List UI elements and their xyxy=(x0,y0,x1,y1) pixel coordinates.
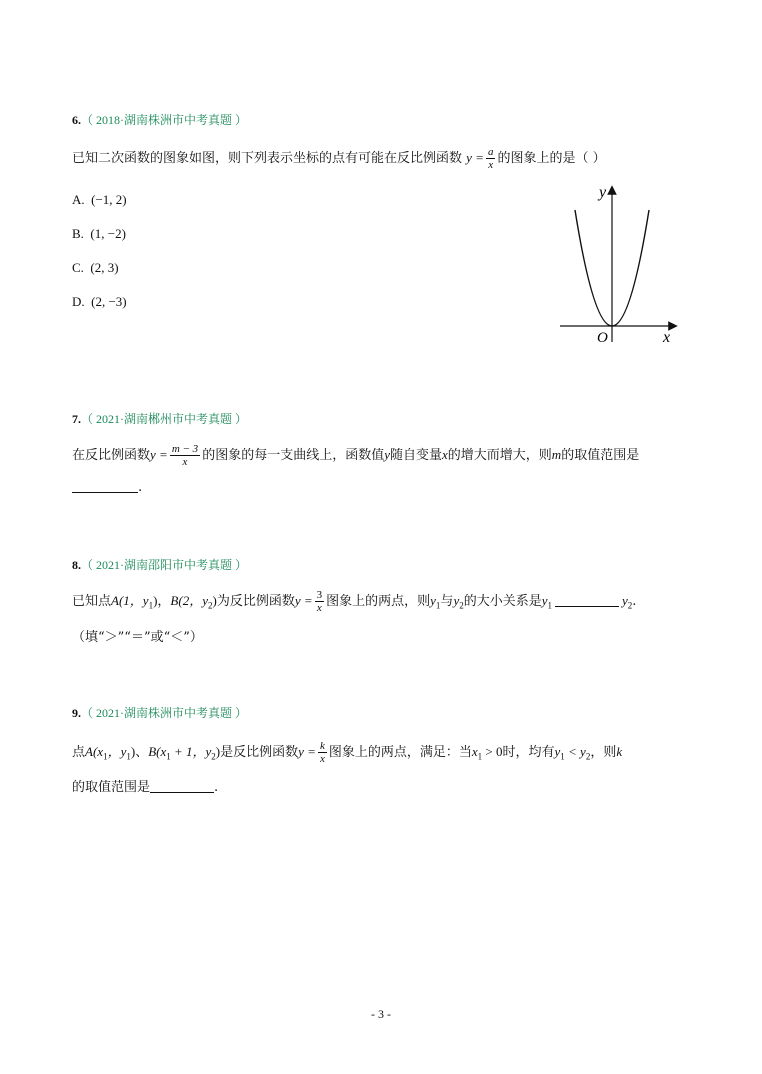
q6-fraction xyxy=(486,146,496,171)
q6-option-a[interactable] xyxy=(72,192,127,208)
q8-point-b: B(2，y xyxy=(170,593,208,608)
q7-frac-num: m − 3 xyxy=(171,443,199,455)
q8-sub: 2 xyxy=(207,600,213,611)
q6-func-lhs: y = xyxy=(466,150,484,165)
q6-option-b[interactable] xyxy=(72,226,126,242)
option-label: A. xyxy=(72,192,85,207)
q6-number: 6. xyxy=(72,113,81,127)
q6-option-d[interactable] xyxy=(72,294,127,310)
q8-source: （ 2021·湖南邵阳市中考真题 ） xyxy=(81,558,247,572)
q7-answer-line xyxy=(72,478,142,495)
q9-header xyxy=(72,704,247,721)
q6-source: （ 2018·湖南株洲市中考真题 ） xyxy=(81,113,247,127)
q9-source: （ 2021·湖南株洲市中考真题 ） xyxy=(81,706,247,720)
q6-stem-after: 的图象上的是（ ） xyxy=(497,151,606,166)
q9-cond-x: x xyxy=(471,744,478,759)
option-value: (−1, 2) xyxy=(91,192,127,207)
q6-header xyxy=(72,111,247,128)
q9-cond-end: > 0 xyxy=(482,744,503,759)
parabola-graph xyxy=(555,180,685,350)
q9-sub: 1 xyxy=(126,751,131,762)
q9-stem xyxy=(72,740,622,765)
option-label: B. xyxy=(72,226,84,241)
q9-answer-blank[interactable] xyxy=(150,778,214,793)
q7-number: 7. xyxy=(72,412,81,426)
q6-frac-num: a xyxy=(487,146,494,158)
option-value: (2, 3) xyxy=(90,260,119,275)
q7-answer-blank[interactable] xyxy=(72,478,138,493)
q7-fraction xyxy=(170,443,200,468)
q9-frac-num: k xyxy=(319,740,325,752)
q8-sep: ， xyxy=(157,594,171,609)
q7-var-x: x xyxy=(442,447,448,462)
q9-end: . xyxy=(214,780,219,795)
q9-point-a: A(x xyxy=(85,744,104,759)
q8-text: 图象上的两点，则 xyxy=(326,594,431,609)
q7-text: 随自变量 xyxy=(389,448,442,463)
page-number: - 3 - xyxy=(371,1007,391,1021)
q8-y1: y xyxy=(430,593,436,608)
q9-text: 时，均有 xyxy=(502,745,555,760)
q8-frac-num: 3 xyxy=(316,589,323,601)
q9-point-a-mid: ，y xyxy=(107,744,127,759)
option-label: D. xyxy=(72,294,85,309)
q7-text: 的取值范围是 xyxy=(561,448,640,463)
q8-hint: （填“＞”“＝”或“＜”） xyxy=(72,630,203,645)
q8-paren: ) xyxy=(212,593,217,608)
q8-text: 与 xyxy=(440,594,454,609)
q8-point-a: A(1，y xyxy=(111,593,149,608)
q7-source: （ 2021·湖南郴州市中考真题 ） xyxy=(81,412,247,426)
q9-point-b-mid: + 1，y xyxy=(170,744,212,759)
q8-y2: y xyxy=(622,593,628,608)
q8-sub: 1 xyxy=(547,600,553,611)
q9-point-b: B(x xyxy=(148,744,167,759)
q9-sub: 2 xyxy=(585,751,591,762)
q8-func-lhs: y = xyxy=(294,593,313,608)
q9-func-lhs: y = xyxy=(298,744,316,759)
q9-text: 图象上的两点，满足：当 xyxy=(328,745,472,760)
q8-text: 已知点 xyxy=(72,594,112,609)
q8-sub: 1 xyxy=(435,600,441,611)
q7-text: 的增大而增大，则 xyxy=(447,448,552,463)
q7-func-lhs: y = xyxy=(150,447,168,462)
q9-sub: 1 xyxy=(560,751,565,762)
q8-sub: 1 xyxy=(148,600,154,611)
q9-text: 的取值范围是 xyxy=(72,780,151,795)
q8-y2: y xyxy=(453,593,460,608)
q9-sub: 1 xyxy=(477,751,483,762)
q9-ineq-y1: y xyxy=(554,744,561,759)
q8-sub: 2 xyxy=(459,600,464,611)
q9-frac-den: x xyxy=(319,753,325,765)
q8-sub: 2 xyxy=(627,600,633,611)
option-value: (1, −2) xyxy=(90,226,126,241)
q9-var-k: k xyxy=(616,744,623,759)
q7-frac-den: x xyxy=(182,456,188,468)
q9-text: 点 xyxy=(72,745,86,760)
q8-fraction xyxy=(315,589,325,614)
q6-stem xyxy=(72,146,606,171)
q9-text: ，则 xyxy=(590,745,617,760)
option-label: C. xyxy=(72,260,84,275)
q9-fraction xyxy=(318,740,327,765)
q8-stem xyxy=(72,589,636,614)
q8-answer-blank[interactable] xyxy=(555,592,619,607)
q8-number: 8. xyxy=(72,558,81,572)
q6-frac-den: x xyxy=(488,159,494,171)
q7-var-m: m xyxy=(551,447,562,462)
q7-stem xyxy=(72,443,639,468)
q9-sep: 、 xyxy=(135,745,149,760)
q7-header xyxy=(72,410,247,427)
q8-y1: y xyxy=(541,593,548,608)
y-axis-label: y xyxy=(599,184,607,201)
x-axis-label: x xyxy=(663,329,671,346)
q6-stem-text: 已知二次函数的图象如图，则下列表示坐标的点有可能在反比例函数 xyxy=(72,151,463,166)
q9-paren: ) xyxy=(130,744,136,759)
q8-header xyxy=(72,556,247,573)
q9-paren: ) xyxy=(215,744,221,759)
q8-end: . xyxy=(632,594,637,609)
q7-var-y: y xyxy=(384,447,390,462)
q9-text: 是反比例函数 xyxy=(220,745,299,760)
q9-sub: 2 xyxy=(211,751,216,762)
q9-sub: 1 xyxy=(166,751,171,762)
q8-text: 的大小关系是 xyxy=(463,594,542,609)
option-value: (2, −3) xyxy=(91,294,127,309)
q8-text: 为反比例函数 xyxy=(216,594,295,609)
q8-paren: ) xyxy=(153,593,158,608)
q9-ineq-y2: < y xyxy=(564,744,586,759)
q7-text: 的图象的每一支曲线上，函数值 xyxy=(202,448,385,463)
q9-line2 xyxy=(72,776,218,795)
q7-end: . xyxy=(138,480,143,495)
q6-option-c[interactable] xyxy=(72,260,119,276)
q9-number: 9. xyxy=(72,706,81,720)
origin-label: O xyxy=(597,330,608,346)
q7-text: 在反比例函数 xyxy=(72,448,151,463)
q8-frac-den: x xyxy=(316,602,322,614)
q9-sub: 1 xyxy=(103,751,108,762)
